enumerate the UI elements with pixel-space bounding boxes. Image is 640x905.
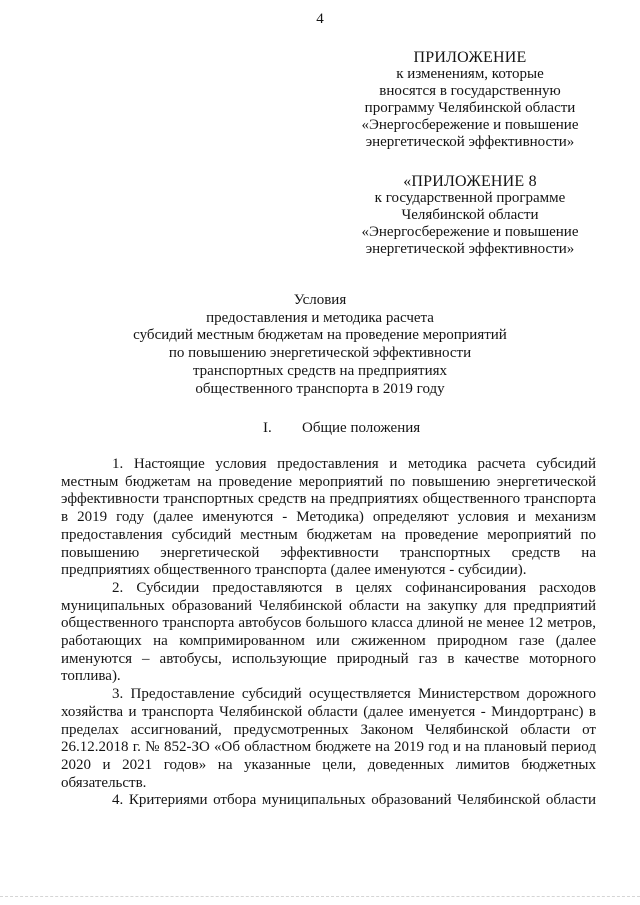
appendix-8-header [360,173,580,258]
appendix-line: энергетической эффективности» [365,134,575,150]
section-title: Общие положения [302,420,421,436]
title-line: Условия [293,292,347,308]
paragraph: 3. Предоставление субсидий осуществляется Министерством дорожного хозяйства и транспорта Челябинской области (далее именуется - Миндортранс) в пределах ассигнований, предусмотренных Законом Челябинской области от 26.12.2018 г. № 852-ЗО «Об областном бюджете на 2019 год и на плановый период 2020 и 2021 годов» на указанные цели, доведенных лимитов бюджетных обязательств. [61,686,596,791]
page-bottom-divider [0,896,640,897]
title-line: общественного транспорта в 2019 году [195,380,445,397]
title-line: транспортных средств на предприятиях [192,362,448,379]
document-title [100,292,540,398]
appendix-line: энергетической эффективности» [365,241,575,257]
appendix-line: программу Челябинской области [364,100,576,116]
appendix-line: Челябинской области [401,207,539,223]
body-text [61,456,596,810]
title-line: предоставления и методика расчета [206,309,434,326]
title-line: субсидий местным бюджетам на проведение мероприятий [133,327,507,344]
title-line: по повышению энергетической эффективности [168,345,472,362]
appendix-line: к государственной программе [374,190,566,206]
appendix-line: к изменениям, которые [396,66,544,82]
appendix-line: «Энергосбережение и повышение [361,117,579,133]
paragraph: 2. Субсидии предоставляются в целях софинансирования расходов муниципальных образований Челябинской области на закупку для предприятий общественного транспорта автобусов большого класса длиной не менее 12 метров, работающих на компримированном или сжиженном природном газе (далее именуются – автобусы, использующие природный газ в качестве моторного топлива). [61,579,596,685]
page-number: 4 [316,11,324,27]
section-number: I. [263,420,272,436]
appendix-heading: ПРИЛОЖЕНИЕ [413,49,527,66]
appendix-heading: «ПРИЛОЖЕНИЕ 8 [403,173,537,190]
appendix-line: вносятся в государственную [379,83,561,99]
paragraph: 4. Критериями отбора муниципальных образований Челябинской области [112,792,596,809]
appendix-header [360,49,580,151]
appendix-line: «Энергосбережение и повышение [361,224,579,240]
paragraph: 1. Настоящие условия предоставления и методика расчета субсидий местным бюджетам на проведение мероприятий по повышению энергетической эффективности транспортных средств на предприятиях общественного транспорта в 2019 году (далее именуются - Методика) определяют условия и механизм предоставления субсидий местным бюджетам на проведение мероприятий по повышению энергетической эффективности транспортных средств на предприятиях общественного транспорта (далее именуются - субсидии). [61,456,596,579]
